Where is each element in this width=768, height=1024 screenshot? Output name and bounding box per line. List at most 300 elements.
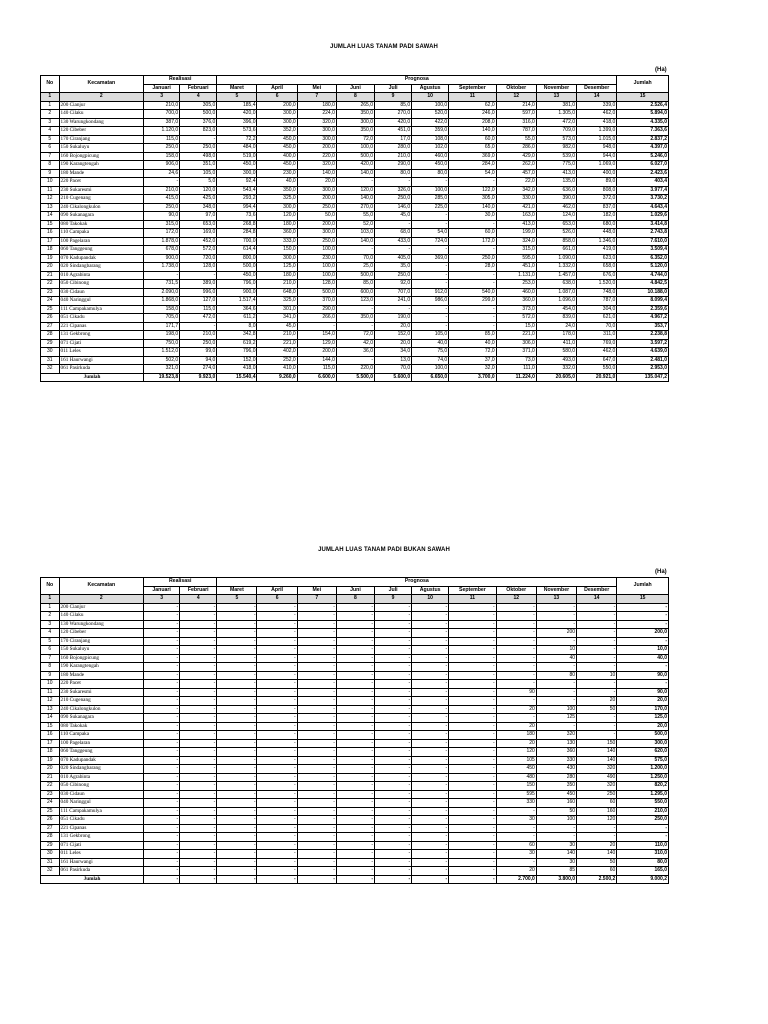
kecamatan-name: 040 Naringgul (59, 799, 144, 808)
kecamatan-name: 020 Sindangbarang (59, 263, 144, 272)
data-cell: 30 (536, 858, 576, 867)
data-cell: 320 (577, 765, 617, 774)
data-cell: 648,0 (257, 288, 297, 297)
row-number: 24 (41, 297, 60, 306)
data-cell: 647,0 (577, 356, 617, 365)
data-cell: 100,0 (336, 144, 374, 153)
data-cell: - (297, 841, 336, 850)
data-cell: 389,0 (180, 280, 217, 289)
data-cell: - (412, 637, 449, 646)
total-cell: 3.700,0 (449, 373, 496, 382)
data-cell: - (297, 782, 336, 791)
data-cell: 700,0 (144, 110, 180, 119)
data-cell: 320 (536, 731, 576, 740)
data-cell: - (217, 620, 257, 629)
data-cell: - (449, 629, 496, 638)
row-number: 17 (41, 237, 60, 246)
header-month: Agustus (412, 84, 449, 93)
header-month: Februari (180, 586, 217, 595)
data-cell: - (375, 807, 412, 816)
data-cell: 370,0 (297, 297, 336, 306)
data-cell: 80 (536, 671, 576, 680)
data-cell: - (217, 773, 257, 782)
data-cell: 944,0 (577, 152, 617, 161)
data-cell: 676,0 (577, 271, 617, 280)
data-cell: - (375, 739, 412, 748)
table-row (41, 773, 669, 782)
data-cell: 519,0 (217, 152, 257, 161)
data-cell: 290,0 (297, 305, 336, 314)
data-cell: - (144, 688, 180, 697)
data-cell: - (375, 688, 412, 697)
row-number: 23 (41, 790, 60, 799)
row-total: 6.027,0 (617, 161, 669, 170)
row-total: 20,0 (617, 697, 669, 706)
data-cell: - (217, 680, 257, 689)
table-row (41, 365, 669, 374)
data-cell: 250,0 (180, 339, 217, 348)
data-cell: 705,0 (144, 314, 180, 323)
row-total: - (617, 603, 669, 612)
data-cell: 405,0 (375, 254, 412, 263)
row-total: 4.744,0 (617, 271, 669, 280)
data-cell: - (412, 212, 449, 221)
kecamatan-name: 111 Campakamulya (59, 807, 144, 816)
data-cell: - (412, 739, 449, 748)
row-number: 11 (41, 688, 60, 697)
data-cell: - (375, 646, 412, 655)
data-cell: - (297, 722, 336, 731)
data-cell: 60 (577, 867, 617, 876)
data-cell: - (144, 867, 180, 876)
data-cell: - (375, 697, 412, 706)
data-cell: 315,0 (496, 246, 536, 255)
kecamatan-name: 120 Cibeber (59, 629, 144, 638)
kecamatan-name: 200 Cianjur (59, 603, 144, 612)
data-cell: 422,0 (412, 118, 449, 127)
row-total: 10,0 (617, 646, 669, 655)
table-row (41, 220, 669, 229)
data-cell: - (297, 799, 336, 808)
data-cell: - (217, 654, 257, 663)
data-cell: - (144, 654, 180, 663)
data-cell: 299,0 (449, 297, 496, 306)
data-cell: - (375, 714, 412, 723)
row-total: 40,0 (617, 654, 669, 663)
data-cell: 300,0 (257, 254, 297, 263)
data-cell: 140,0 (297, 169, 336, 178)
data-cell: - (144, 671, 180, 680)
data-cell: 220,0 (297, 152, 336, 161)
data-cell: 52,0 (336, 220, 374, 229)
total-cell: - (449, 875, 496, 884)
header-month: November (536, 84, 576, 93)
data-cell: 55,0 (336, 212, 374, 221)
data-cell: 636,0 (536, 186, 576, 195)
row-total: 170,0 (617, 705, 669, 714)
data-cell: 178,0 (536, 331, 576, 340)
data-cell: - (412, 714, 449, 723)
table-row (41, 858, 669, 867)
total-cell: 5.600,0 (375, 373, 412, 382)
data-cell: - (375, 748, 412, 757)
data-cell: - (496, 824, 536, 833)
table-row (41, 348, 669, 357)
data-cell: - (536, 663, 576, 672)
data-cell: - (217, 841, 257, 850)
data-cell: - (180, 739, 217, 748)
data-cell: - (449, 603, 496, 612)
kecamatan-name: 160 Bojongpicung (59, 152, 144, 161)
data-cell: 60 (577, 799, 617, 808)
data-cell: 454,0 (536, 305, 576, 314)
data-cell: 30,0 (449, 212, 496, 221)
data-cell: 986,0 (412, 297, 449, 306)
data-cell: 421,0 (496, 203, 536, 212)
kecamatan-name: 180 Mande (59, 671, 144, 680)
data-cell: 360,0 (496, 297, 536, 306)
data-cell: 250,0 (449, 254, 496, 263)
data-cell: - (412, 220, 449, 229)
data-cell: 787,0 (577, 297, 617, 306)
row-number: 28 (41, 833, 60, 842)
row-total: 250,0 (617, 816, 669, 825)
data-cell: 180 (496, 731, 536, 740)
column-number-row (41, 93, 669, 102)
data-cell: - (144, 612, 180, 621)
table-row (41, 731, 669, 740)
data-cell: - (336, 722, 374, 731)
data-cell: 140 (536, 850, 576, 859)
data-cell: 369,0 (449, 152, 496, 161)
kecamatan-name: 061 Pasirkuda (59, 365, 144, 374)
row-total: 8.099,4 (617, 297, 669, 306)
kecamatan-name: 110 Campaka (59, 731, 144, 740)
data-cell: 709,0 (536, 127, 576, 136)
row-total: 3.414,8 (617, 220, 669, 229)
data-cell: 450,0 (217, 271, 257, 280)
data-cell: - (336, 756, 374, 765)
data-cell: 539,0 (536, 152, 576, 161)
data-cell: 912,0 (412, 288, 449, 297)
data-cell: 250,0 (180, 144, 217, 153)
kecamatan-name: 061 Pasirkuda (59, 867, 144, 876)
data-cell: 62,0 (449, 101, 496, 110)
data-cell: 352,0 (257, 127, 297, 136)
data-cell: 502,0 (144, 356, 180, 365)
kecamatan-name: 230 Sukaresmi (59, 186, 144, 195)
row-number: 4 (41, 629, 60, 638)
data-cell: 306,0 (496, 339, 536, 348)
kecamatan-name: 010 Agrabinta (59, 773, 144, 782)
data-cell: 221,0 (257, 339, 297, 348)
column-number: 13 (536, 93, 576, 102)
row-number: 8 (41, 161, 60, 170)
data-cell: 305,0 (449, 195, 496, 204)
data-cell: 208,0 (449, 118, 496, 127)
data-cell: 250,0 (375, 271, 412, 280)
data-cell: - (257, 671, 297, 680)
data-cell: - (375, 680, 412, 689)
data-cell: - (375, 663, 412, 672)
data-cell: 150,0 (257, 246, 297, 255)
data-cell: 30 (496, 850, 536, 859)
data-cell: 250,0 (144, 144, 180, 153)
data-cell: 332,0 (536, 365, 576, 374)
data-cell: - (375, 637, 412, 646)
kecamatan-name: 030 Cidaun (59, 288, 144, 297)
data-cell: 105 (496, 756, 536, 765)
data-cell: - (496, 629, 536, 638)
data-cell: - (449, 816, 496, 825)
data-cell: 611,2 (217, 314, 257, 323)
data-cell: 448,0 (577, 229, 617, 238)
data-cell: 250,0 (297, 203, 336, 212)
data-cell: 325,0 (257, 297, 297, 306)
table-row (41, 688, 669, 697)
data-cell: - (180, 688, 217, 697)
data-cell: 462,0 (577, 110, 617, 119)
data-cell: - (336, 322, 374, 331)
data-cell: 72,0 (449, 348, 496, 357)
kecamatan-name: 040 Naringgul (59, 297, 144, 306)
data-cell: - (496, 612, 536, 621)
data-cell: - (297, 620, 336, 629)
total-row (41, 373, 669, 382)
row-total: 90,0 (617, 688, 669, 697)
data-cell: - (412, 629, 449, 638)
data-cell: 85 (536, 867, 576, 876)
data-cell: 364,6 (217, 305, 257, 314)
data-cell: 32,0 (449, 365, 496, 374)
row-number: 5 (41, 637, 60, 646)
row-number: 30 (41, 850, 60, 859)
data-cell: - (336, 714, 374, 723)
data-cell: 24,6 (144, 169, 180, 178)
data-cell: 250 (577, 790, 617, 799)
data-cell: - (375, 765, 412, 774)
total-cell: 15.540,4 (217, 373, 257, 382)
table-row (41, 697, 669, 706)
data-cell: - (180, 697, 217, 706)
data-cell: - (180, 603, 217, 612)
data-cell: - (217, 807, 257, 816)
data-cell: 472,0 (536, 118, 576, 127)
data-cell: 429,0 (496, 152, 536, 161)
data-cell: 900,0 (217, 288, 257, 297)
data-cell: 128,0 (180, 263, 217, 272)
data-cell: - (412, 178, 449, 187)
data-cell: - (577, 654, 617, 663)
row-total: 1.029,6 (617, 212, 669, 221)
total-cell: 9.260,0 (257, 373, 297, 382)
row-total: 310,0 (617, 850, 669, 859)
table-row (41, 169, 669, 178)
column-number: 6 (257, 93, 297, 102)
data-cell: - (375, 671, 412, 680)
data-cell: 120 (577, 816, 617, 825)
data-cell: 90 (496, 688, 536, 697)
row-number: 26 (41, 314, 60, 323)
data-cell: 526,0 (536, 229, 576, 238)
kecamatan-name: 071 Cijati (59, 339, 144, 348)
data-cell: - (496, 654, 536, 663)
data-cell: 1.120,0 (144, 127, 180, 136)
table-row (41, 280, 669, 289)
row-number: 18 (41, 748, 60, 757)
table-row (41, 110, 669, 119)
data-cell: - (180, 816, 217, 825)
data-cell: - (257, 816, 297, 825)
data-cell: - (375, 867, 412, 876)
data-cell: 120,0 (180, 186, 217, 195)
data-cell: 342,8 (217, 331, 257, 340)
row-total: 3.730,2 (617, 195, 669, 204)
table-row (41, 305, 669, 314)
kecamatan-name: 190 Karangtengah (59, 161, 144, 170)
data-cell: - (257, 773, 297, 782)
total-cell: 20.605,0 (536, 373, 576, 382)
kecamatan-name: 051 Cikadu (59, 816, 144, 825)
data-cell: 450,0 (257, 161, 297, 170)
data-cell: 373,0 (496, 305, 536, 314)
data-cell: - (180, 867, 217, 876)
table-row (41, 101, 669, 110)
data-cell: 85,0 (449, 331, 496, 340)
data-cell: 280,0 (375, 144, 412, 153)
data-cell: 108,0 (412, 135, 449, 144)
table-row (41, 237, 669, 246)
kecamatan-name: 150 Sukaluyu (59, 646, 144, 655)
data-cell: 280 (536, 773, 576, 782)
data-cell: - (144, 620, 180, 629)
data-cell: - (297, 654, 336, 663)
data-cell: - (217, 671, 257, 680)
total-cell: 135.047,2 (617, 373, 669, 382)
data-cell: - (375, 756, 412, 765)
data-cell: 60 (496, 841, 536, 850)
data-cell: - (536, 620, 576, 629)
data-cell: - (412, 263, 449, 272)
data-cell: 360 (536, 748, 576, 757)
data-cell: - (257, 688, 297, 697)
data-cell: 85,0 (336, 280, 374, 289)
row-number: 23 (41, 288, 60, 297)
data-cell: - (257, 807, 297, 816)
data-cell: - (449, 841, 496, 850)
data-cell: 572,0 (180, 246, 217, 255)
row-total: 210,0 (617, 807, 669, 816)
data-cell: - (577, 731, 617, 740)
table-row (41, 705, 669, 714)
kecamatan-name: 140 Cilaku (59, 110, 144, 119)
data-cell: 2.090,0 (144, 288, 180, 297)
data-cell: 350,0 (336, 127, 374, 136)
column-number: 1 (41, 93, 60, 102)
data-cell: - (336, 646, 374, 655)
data-cell: 350,0 (336, 110, 374, 119)
header-month: Maret (217, 586, 257, 595)
kecamatan-name: 200 Cianjur (59, 101, 144, 110)
data-cell: 100,0 (297, 263, 336, 272)
data-cell: 85,0 (375, 101, 412, 110)
data-cell: 100 (536, 816, 576, 825)
data-cell: 130 (536, 739, 576, 748)
data-cell: 180,0 (257, 220, 297, 229)
data-cell: - (257, 765, 297, 774)
data-cell: - (375, 799, 412, 808)
data-cell: 619,2 (217, 339, 257, 348)
data-cell: 316,0 (496, 118, 536, 127)
data-cell: - (375, 841, 412, 850)
row-number: 21 (41, 773, 60, 782)
data-cell: - (375, 782, 412, 791)
data-cell: - (336, 612, 374, 621)
data-cell: - (375, 612, 412, 621)
data-cell: - (449, 858, 496, 867)
data-cell: 300,0 (297, 186, 336, 195)
data-cell: 100,0 (412, 101, 449, 110)
data-cell: 614,4 (217, 246, 257, 255)
data-cell: - (144, 782, 180, 791)
table-row (41, 322, 669, 331)
data-cell: - (257, 841, 297, 850)
row-total: 4.643,4 (617, 203, 669, 212)
data-cell: - (180, 799, 217, 808)
header-month: Juni (336, 586, 374, 595)
row-total: - (617, 637, 669, 646)
data-cell: 286,0 (496, 144, 536, 153)
data-cell: 653,0 (536, 220, 576, 229)
data-cell: 172,0 (449, 237, 496, 246)
data-cell: 333,0 (257, 237, 297, 246)
row-total: 500,0 (617, 731, 669, 740)
data-cell: 858,0 (536, 237, 576, 246)
header-month: Mei (297, 84, 336, 93)
row-number: 29 (41, 841, 60, 850)
data-cell: 1.096,0 (536, 297, 576, 306)
data-cell: 246,0 (449, 110, 496, 119)
data-cell: - (180, 807, 217, 816)
data-cell: - (412, 833, 449, 842)
data-cell: 80,0 (375, 169, 412, 178)
data-cell: - (336, 816, 374, 825)
total-cell: - (217, 875, 257, 884)
column-number: 14 (577, 595, 617, 604)
header-month: September (449, 84, 496, 93)
data-cell: 72,0 (336, 331, 374, 340)
data-cell: - (536, 603, 576, 612)
row-number: 21 (41, 271, 60, 280)
data-cell: - (217, 756, 257, 765)
row-number: 7 (41, 152, 60, 161)
data-cell: - (449, 782, 496, 791)
data-cell: 30 (496, 816, 536, 825)
data-cell: - (412, 603, 449, 612)
data-cell: - (375, 850, 412, 859)
header-month: Oktober (496, 586, 536, 595)
data-cell: 1.399,0 (577, 127, 617, 136)
data-cell: - (257, 646, 297, 655)
table-row (41, 135, 669, 144)
data-cell: 20 (496, 705, 536, 714)
kecamatan-name: 130 Warungkondang (59, 118, 144, 127)
table-row (41, 637, 669, 646)
data-cell: 70,0 (336, 254, 374, 263)
data-cell: 210,0 (180, 331, 217, 340)
data-cell: 1.305,0 (536, 110, 576, 119)
data-cell: 89,0 (577, 178, 617, 187)
